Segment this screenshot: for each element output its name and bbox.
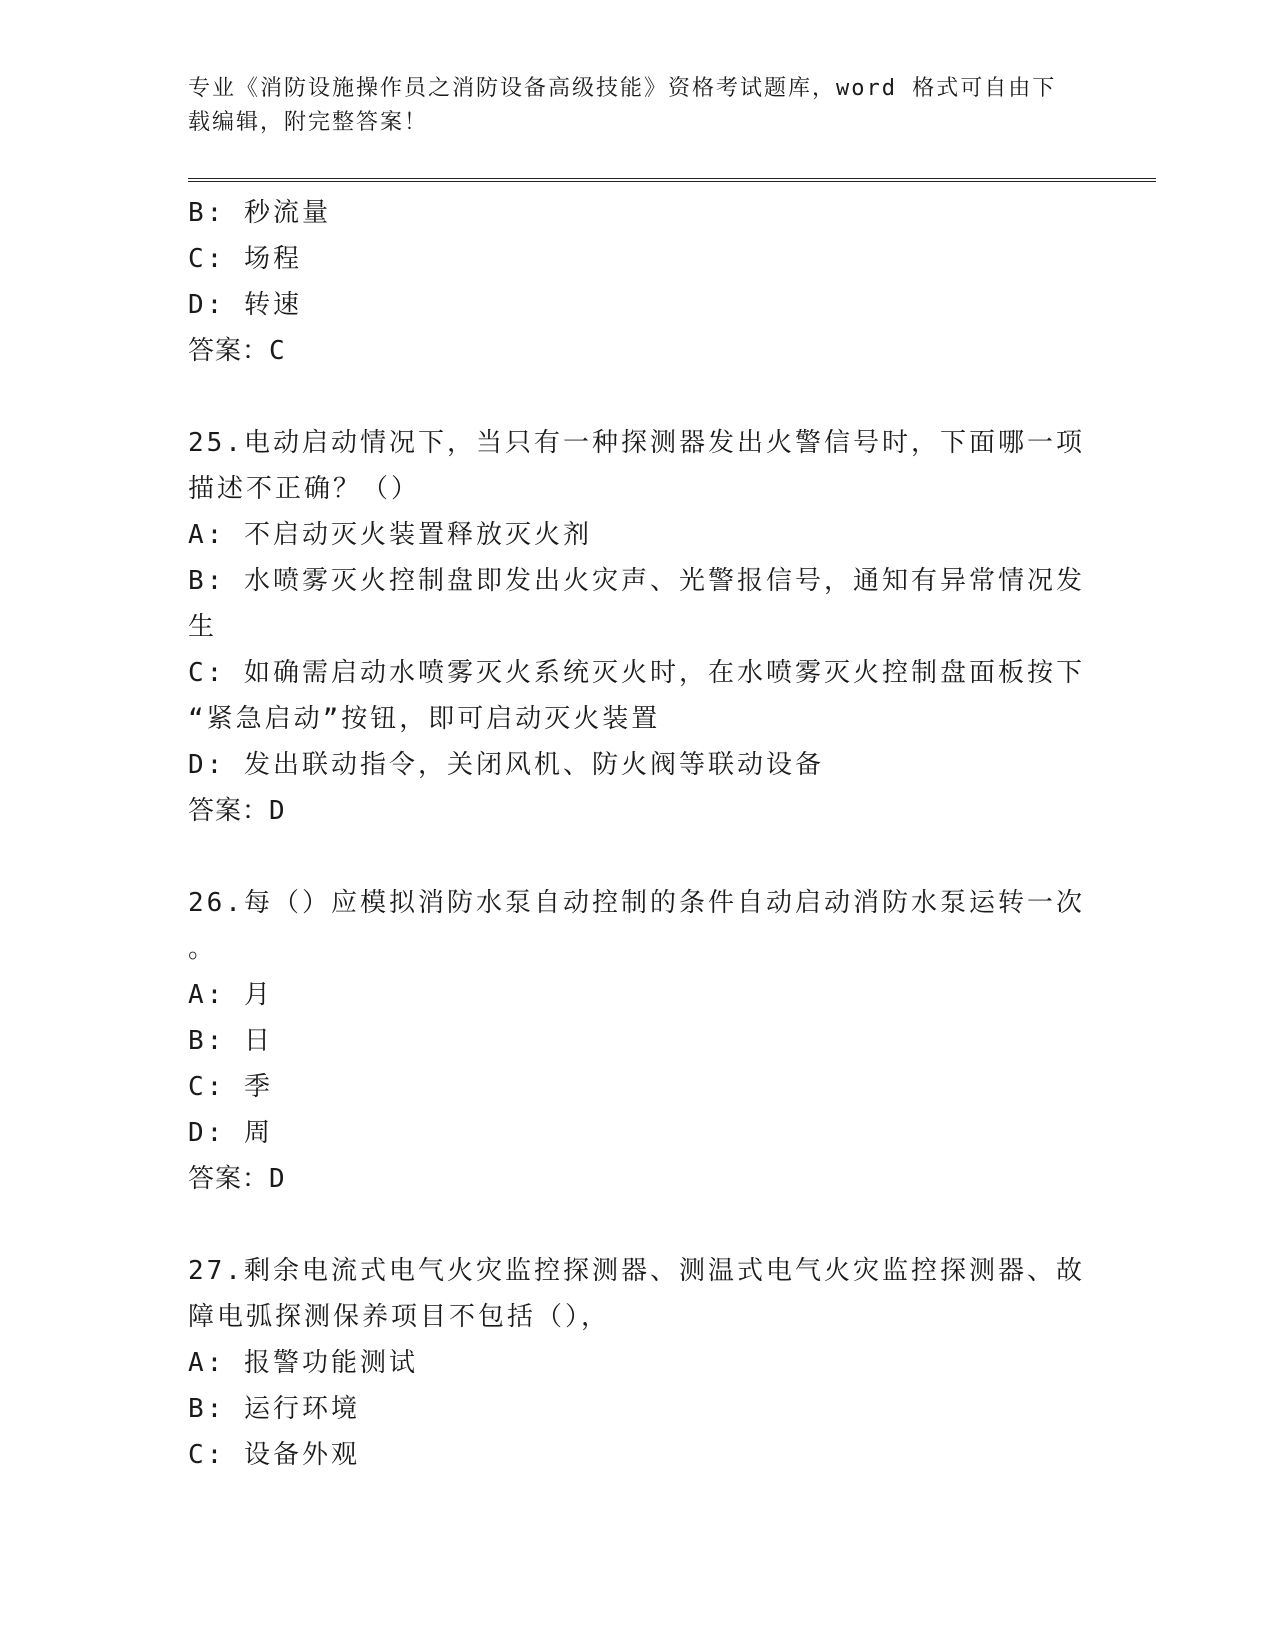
question-list (188, 190, 1088, 1478)
option-b-cont: 生 (188, 612, 218, 642)
option-d: D: 转速 (188, 290, 302, 320)
answer-line: 答案：D (188, 1164, 286, 1194)
question-stem: 25.电动启动情况下，当只有一种探测器发出火警信号时，下面哪一项 (188, 428, 1085, 458)
question-stem-cont: 。 (188, 934, 218, 964)
spacer (188, 834, 1088, 880)
question-stem: 27.剩余电流式电气火灾监控探测器、测温式电气火灾监控探测器、故 (188, 1256, 1085, 1286)
spacer (188, 1202, 1088, 1248)
question-27-block (188, 1248, 1088, 1478)
option-c: C: 季 (188, 1072, 273, 1102)
document-header (188, 72, 1088, 140)
option-a: A: 报警功能测试 (188, 1348, 418, 1378)
option-b: B: 水喷雾灭火控制盘即发出火灾声、光警报信号，通知有异常情况发 (188, 566, 1085, 596)
option-c: C: 设备外观 (188, 1440, 360, 1470)
question-26-block (188, 880, 1088, 1202)
header-line-1: 专业《消防设施操作员之消防设备高级技能》资格考试题库，word 格式可自由下 (188, 76, 1057, 101)
option-c: C: 场程 (188, 244, 302, 274)
option-d: D: 周 (188, 1118, 273, 1148)
question-stem: 26.每（）应模拟消防水泵自动控制的条件自动启动消防水泵运转一次 (188, 888, 1085, 918)
answer-line: 答案：C (188, 336, 286, 366)
option-b: B: 运行环境 (188, 1394, 360, 1424)
answer-line: 答案：D (188, 796, 286, 826)
spacer (188, 374, 1088, 420)
option-c-cont: “紧急启动”按钮，即可启动灭火装置 (188, 704, 661, 734)
question-stem-cont: 描述不正确？（） (188, 474, 421, 504)
option-a: A: 不启动灭火装置释放灭火剂 (188, 520, 592, 550)
option-b: B: 日 (188, 1026, 273, 1056)
option-d: D: 发出联动指令，关闭风机、防火阀等联动设备 (188, 750, 824, 780)
header-line-2: 载编辑，附完整答案！ (188, 110, 429, 135)
prev-question-block (188, 190, 1088, 374)
question-25-block (188, 420, 1088, 834)
option-a: A: 月 (188, 980, 273, 1010)
question-stem-cont: 障电弧探测保养项目不包括（）， (188, 1302, 611, 1332)
option-c: C: 如确需启动水喷雾灭火系统灭火时，在水喷雾灭火控制盘面板按下 (188, 658, 1085, 688)
header-divider (188, 178, 1156, 182)
option-b: B: 秒流量 (188, 198, 331, 228)
